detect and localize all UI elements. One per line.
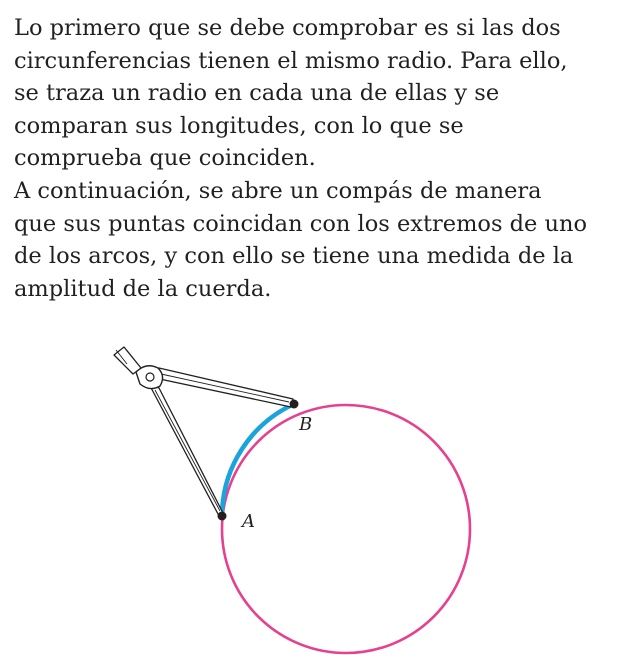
text-line: circunferencias tienen el mismo radio. Para ello, [14,47,568,74]
point-a-label: A [242,511,255,532]
text-line: comprueba que coinciden. [14,145,316,172]
text-line: amplitud de la cuerda. [14,275,272,302]
point-b [290,400,299,409]
text-line: comparan sus longitudes, con lo que se [14,112,464,139]
text-line: de los arcos, y con ello se tiene una medida de la [14,243,574,270]
text-line: Lo primero que se debe comprobar es si las dos [14,15,561,41]
point-a [218,512,227,521]
point-b-label: B [299,414,313,435]
text-line: se traza un radio en cada una de ellas y se [14,80,500,107]
circumference [222,405,470,653]
compass-icon [114,347,293,515]
text-line: que sus puntas coincidan con los extremos de uno [14,210,588,237]
text-line: A continuación, se abre un compás de manera [14,177,542,204]
